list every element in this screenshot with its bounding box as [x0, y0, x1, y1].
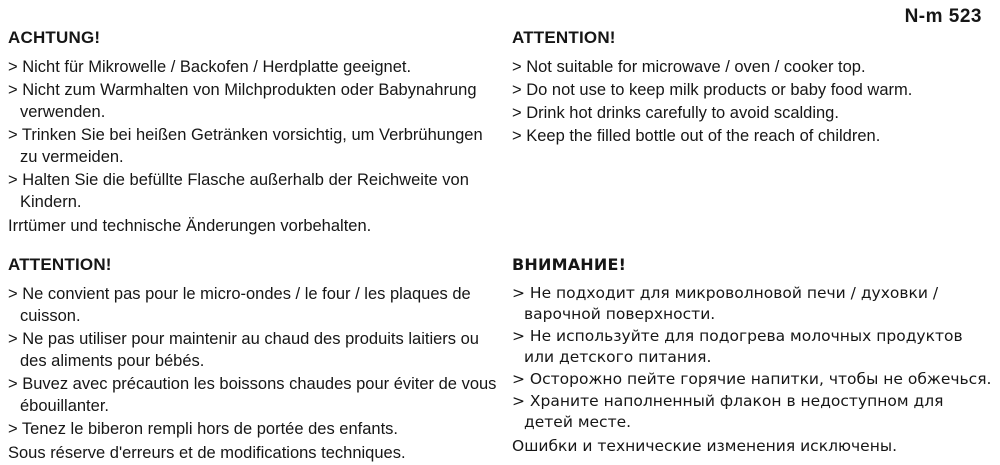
list-item: > Nicht zum Warmhalten von Milchprodukten oder Babynahrung verwenden. — [8, 80, 477, 121]
warning-section-russian — [512, 255, 992, 457]
list-item: > Do not use to keep milk products or baby food warm. — [512, 80, 913, 99]
section-heading-russian: ВНИМАНИЕ! — [512, 255, 627, 274]
list-item: > Trinken Sie bei heißen Getränken vorsichtig, um Verbrühungen zu vermeiden. — [8, 125, 483, 166]
warning-list-english — [512, 57, 992, 148]
list-item: > Keep the filled bottle out of the reach of children. — [512, 126, 881, 145]
warning-section-english — [512, 28, 992, 149]
disclaimer-french: Sous réserve d'erreurs et de modifications techniques. — [8, 443, 406, 462]
list-item: > Ne convient pas pour le micro-ondes / le four / les plaques de cuisson. — [8, 285, 471, 325]
list-item: > Not suitable for microwave / oven / cooker top. — [512, 58, 866, 76]
list-item: > Не подходит для микроволновой печи / духовки / варочной поверхности. — [512, 284, 939, 324]
list-item: > Храните наполненный флакон в недоступном для детей месте. — [512, 392, 944, 432]
warning-section-french — [8, 255, 498, 465]
list-item: > Nicht für Mikrowelle / Backofen / Herdplatte geeignet. — [8, 58, 412, 76]
list-item: > Halten Sie die befüllte Flasche außerhalb der Reichweite von Kindern. — [8, 170, 469, 211]
section-heading-english: ATTENTION! — [512, 28, 616, 47]
list-item: > Ne pas utiliser pour maintenir au chaud des produits laitiers ou des aliments pour bébés. — [8, 329, 479, 370]
section-heading-german: ACHTUNG! — [8, 28, 101, 47]
product-code: N-m 523 — [904, 6, 982, 27]
list-item: > Buvez avec précaution les boissons chaudes pour éviter de vous ébouillanter. — [8, 374, 497, 415]
section-heading-french: ATTENTION! — [8, 255, 112, 274]
disclaimer-russian: Ошибки и технические изменения исключены. — [512, 436, 898, 455]
list-item: > Tenez le biberon rempli hors de portée des enfants. — [8, 419, 398, 438]
list-item: > Не используйте для подогрева молочных продуктов или детского питания. — [512, 327, 963, 367]
list-item: > Drink hot drinks carefully to avoid scalding. — [512, 103, 839, 122]
warning-list-german — [8, 57, 498, 214]
warning-list-french — [8, 284, 498, 441]
list-item: > Осторожно пейте горячие напитки, чтобы не обжечься. — [512, 370, 992, 389]
warning-list-russian — [512, 283, 992, 434]
warning-section-german — [8, 28, 498, 238]
disclaimer-german: Irrtümer und technische Änderungen vorbehalten. — [8, 216, 372, 235]
